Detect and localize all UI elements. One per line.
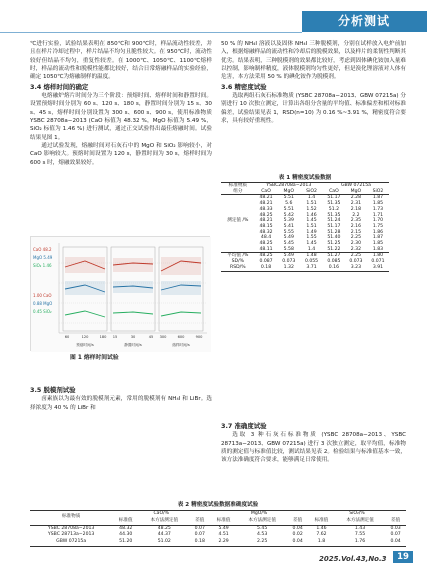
table-cell: 0.04	[292, 525, 303, 531]
table-1-body	[221, 195, 389, 271]
legend-item: SiO₂ 1.46	[33, 263, 52, 268]
table-cell: 48.11	[259, 246, 273, 252]
table-cell: 0.04	[292, 539, 303, 545]
table-row	[30, 539, 406, 546]
legend-item: 0.45 SiO₂	[33, 309, 52, 314]
table-cell: 5.42	[283, 212, 294, 218]
table-header: 标准物质	[228, 183, 248, 188]
table-header: 差值	[390, 517, 401, 523]
table-cell: 51.2	[328, 206, 340, 212]
table-cell: 1.8	[317, 539, 326, 545]
table-cell: 7.55	[354, 532, 366, 538]
table-cell: 0.03	[390, 525, 401, 531]
tick-label: 120	[81, 335, 89, 339]
table-cell: 1.87	[372, 235, 384, 241]
row-label: YSBC 28708a−2013	[47, 525, 95, 531]
tick-label: 45	[148, 335, 154, 339]
table-cell: 7.62	[316, 532, 327, 538]
table-cell: 1.49	[306, 229, 317, 235]
table-header: 标准物质	[61, 514, 81, 520]
table-header: YSBC28708a−2013	[266, 183, 312, 188]
table-2-caption: 表 2 精密度试验数据准确度试验	[177, 502, 259, 508]
table-cell: 1.45	[306, 241, 317, 247]
row-label: 测定值 /%	[227, 218, 249, 224]
heading-3-5: 3.5 脱模剂试验	[30, 386, 76, 394]
table-cell: 0.18	[260, 264, 272, 270]
table-cell: 0.087	[259, 259, 273, 265]
table-cell: 2.32	[350, 246, 362, 252]
table-cell: 5.49	[283, 235, 294, 241]
table-cell: 2.16	[350, 223, 362, 229]
table-cell: 0.07	[390, 532, 401, 538]
heading-3-4: 3.4 熔样时间的确定	[30, 82, 89, 91]
header-rule	[0, 32, 302, 33]
table-header: 差值	[195, 517, 205, 523]
figure-1	[30, 236, 210, 351]
table-cell: 4.53	[257, 532, 268, 538]
table-cell: 1.75	[372, 223, 384, 229]
table-cell: 1.83	[372, 246, 384, 252]
row-label: SD/%	[231, 259, 244, 265]
row-label: 平均值 /%	[227, 253, 249, 259]
right-paragraph-1: 50 % 的 NH₄I 溶液以及固体 NH₄I 三种脱模剂，分别在试样放入电炉前加入，根据熔融样品的流动性和冷却后的脱模效果，以及样片的柔韧性判断其优劣。结果表明，三种脱模剂的效果都比较好，考虑到固体碘化铵加入量难以控制，影响制样精度，液体脱模剂均匀性更好，但是溴化锂溶液对人体有危害，本方法采用 50 % 的碘化铵作为脱模剂。	[221, 41, 406, 81]
table-2	[30, 510, 406, 547]
legend-item: MgO 5.49	[33, 255, 53, 260]
table-cell: 51.02	[157, 539, 171, 545]
table-cell: 1.70	[372, 218, 384, 224]
table-cell: 1.46	[316, 525, 327, 531]
heading-3-7: 3.7 准确度试验	[221, 422, 267, 430]
left-column-bottom	[30, 385, 212, 412]
table-header: GBW 07215a	[340, 183, 371, 188]
table-cell: 0.02	[292, 532, 303, 538]
table-cell: 48.32	[119, 525, 133, 531]
right-column-top	[221, 40, 406, 125]
right-paragraph-2: 选取两组石灰石标准物质 (YSBC 28708a−2013、GBW 07215a) 分别进行 10 次独立测定，计算出各组分含量的平均值、标准偏差和相对标准偏差，试验结果见表 1，RSD(n=10) 为 0.16 %~3.91 %，精密度符合要求，具有较好重现性。	[221, 92, 406, 124]
table-cell: 51.24	[327, 218, 341, 224]
tick-label: 300	[159, 335, 167, 339]
tick-label: 180	[99, 335, 107, 339]
table-cell: 3.91	[372, 264, 384, 270]
table-cell: 0.16	[328, 264, 340, 270]
table-header: SiO₂/%	[349, 511, 365, 516]
table-header: 标准值	[118, 517, 133, 523]
table-cell: 0.073	[349, 259, 363, 265]
table-cell: 51.28	[327, 229, 341, 235]
summary-row	[221, 265, 389, 271]
table-cell: 1.52	[306, 206, 317, 212]
table-cell: 1.71	[372, 212, 384, 218]
figure-1-plot	[31, 237, 211, 352]
table-header: CaO	[329, 188, 339, 194]
table-cell: 1.32	[283, 264, 294, 270]
table-header: MgO	[283, 188, 295, 194]
table-cell: 2.25	[257, 539, 268, 545]
table-cell: 1.46	[306, 212, 317, 218]
table-cell: 5.45	[257, 525, 268, 531]
table-cell: 48.32	[259, 229, 273, 235]
table-header: 差值	[293, 517, 303, 523]
legend-item: CaO 48.2	[33, 247, 52, 252]
table-cell: 0.04	[390, 539, 401, 545]
table-cell: 2.2	[352, 212, 360, 218]
table-cell: 0.085	[327, 259, 341, 265]
row-label: YSBC 28713a−2013	[47, 532, 95, 538]
table-header: MgO	[350, 188, 362, 194]
figure-1-caption: 图 1 熔样时间试验	[70, 355, 119, 361]
table-cell: 1.85	[372, 201, 384, 207]
table-cell: 48.25	[259, 212, 273, 218]
table-header: 组分	[233, 188, 243, 194]
right-paragraph-3: 选取 3 种石灰石标准物质 (YSBC 28708a−2013、YSBC 28713a−2013、GBW 07215a) 进行 3 次独立测定，取平均值，标准物质的测定值与标准值比较，测试结果见表 2。检验结果与标准值基本一致，该方法准确度符合要求，能够满足日常使用。	[221, 432, 406, 464]
table-cell: 51.20	[119, 539, 133, 545]
row-label: GBW 07215a	[56, 539, 87, 545]
table-cell: 0.07	[194, 532, 205, 538]
tick-label: 30	[130, 335, 136, 339]
table-cell: 5.49	[283, 253, 294, 259]
table-cell: 2.25	[350, 235, 362, 241]
table-cell: 48.25	[259, 241, 273, 247]
axis-label-standing: 静置时间/s	[124, 343, 142, 347]
left-paragraph-1: ℃进行实验，试验结果表明在 850℃和 900℃时，样品流动性较差，并且在样片冷却过程中，样片结晶不均匀且脆性较大。在 950℃时，流动性较好但结晶不均匀，重复性较差。在 1000℃、1050℃、1100℃熔样时，样品的流动性和脱模性能都比较好，结合日常熔融样品的实验经验，确定 1050℃为熔融制样的温度。	[30, 41, 212, 81]
tick-label: 15	[112, 335, 118, 339]
left-paragraph-3: 通过试验发现，熔融时间对石灰石中的 MgO 和 SiO₂ 影响较小，对 CaO 影响较大。预熔时间设置为 120 s，静置时间为 30 s，熔样时间为 600 s 时，熔融效果较好。	[30, 142, 212, 166]
table-cell: 1.73	[372, 206, 384, 212]
table-1-caption: 表 1 精密度试验数据	[278, 175, 332, 181]
table-cell: 51.35	[327, 212, 341, 218]
table-cell: 51.17	[327, 223, 341, 229]
table-cell: 51.22	[327, 246, 341, 252]
table-cell: 48.25	[259, 253, 273, 259]
table-header: 本方法测定值	[346, 517, 374, 523]
left-paragraph-4: 卤素族以为最有效的脱模剂元素，常用的脱模剂有 NH₄I 和 LiBr。选择浓度为 40 % 的 LiBr 和	[30, 396, 212, 411]
table-cell: 0.18	[194, 539, 205, 545]
section-title: 分析测试	[338, 14, 391, 28]
table-cell: 48.15	[259, 223, 273, 229]
table-cell: 5.6	[285, 201, 293, 207]
table-cell: 3.23	[350, 264, 362, 270]
table-cell: 2.31	[350, 201, 362, 207]
table-header: CaO	[261, 188, 271, 194]
table-cell: 4.51	[218, 532, 229, 538]
table-cell: 0.055	[304, 259, 319, 265]
table-cell: 5.45	[283, 241, 294, 247]
table-cell: 51.35	[327, 201, 341, 207]
table-cell: 48.21	[259, 195, 273, 201]
table-cell: 1.85	[372, 241, 384, 247]
table-cell: 5.49	[218, 525, 229, 531]
table-cell: 5.41	[283, 223, 294, 229]
table-cell: 5.51	[283, 206, 294, 212]
table-cell: 2.28	[350, 195, 362, 201]
table-cell: 44.30	[119, 532, 133, 538]
table-cell: 5.51	[283, 195, 294, 201]
table-cell: 51.40	[327, 235, 341, 241]
row-label: RSD/%	[230, 264, 246, 270]
table-cell: 48.4	[260, 235, 272, 241]
table-cell: 48.33	[259, 206, 273, 212]
table-cell: 1.76	[354, 539, 366, 545]
table-cell: 44.37	[157, 532, 171, 538]
table-cell: 2.29	[218, 539, 229, 545]
table-cell: 3.71	[306, 264, 317, 270]
tick-label: 600	[177, 335, 185, 339]
table-cell: 1.48	[306, 253, 317, 259]
table-cell: 2.30	[350, 241, 362, 247]
table-header: 标准值	[216, 517, 231, 523]
table-cell: 48.21	[259, 201, 273, 207]
table-cell: 48.25	[157, 525, 171, 531]
table-cell: 5.55	[283, 229, 294, 235]
table-cell: 1.51	[306, 223, 317, 229]
table-header: SiO2	[306, 188, 317, 194]
table-header: CaO/%	[153, 511, 170, 516]
table-cell: 0.07	[194, 525, 205, 531]
table-cell: 1.4	[307, 195, 316, 201]
table-cell: 51.27	[327, 253, 341, 259]
table-header: MgO/%	[250, 511, 268, 516]
table-cell: 1.45	[306, 218, 317, 224]
axis-label-fusion: 熔样时间/s	[172, 343, 190, 347]
table-cell: 1.51	[306, 201, 317, 207]
table-header: 本方法测定值	[150, 517, 179, 523]
table-cell: 51.25	[327, 241, 341, 247]
table-cell: 0.073	[282, 259, 296, 265]
table-header: SiO2	[372, 188, 384, 194]
heading-3-6: 3.6 精密度试验	[221, 82, 267, 91]
tick-label: 60	[64, 335, 70, 339]
table-cell: 5.58	[283, 246, 294, 252]
table-cell: 1.55	[306, 235, 317, 241]
left-column-top	[30, 40, 212, 167]
table-cell: 2.25	[350, 253, 362, 259]
axis-label-prefuse: 预熔时间/s	[76, 343, 94, 347]
table-cell: 1.4	[307, 246, 316, 252]
table-cell: 2.15	[350, 229, 362, 235]
issue-folio: 2025.Vol.43,No.3	[319, 555, 387, 563]
table-header: 本方法测定值	[248, 517, 276, 523]
table-cell: 48.21	[259, 218, 273, 224]
right-column-bottom	[221, 421, 406, 465]
table-cell: 1.87	[372, 195, 384, 201]
table-1	[221, 182, 389, 272]
table-cell: 5.39	[283, 218, 294, 224]
page-number: 19	[393, 551, 413, 563]
table-cell: 2.18	[350, 206, 362, 212]
left-paragraph-2: 电熔融炉熔片时间分为三个阶段：预熔时间、熔样时间和静置时间。设置预熔时间分别为 60 s、120 s、180 s，静置时间分别为 15 s、30 s、45 s，熔样时间分别设置为 300 s、600 s、900 s，使用标准物质 YSBC 28708a−2013 (CaO 标值为 48.32 %，MgO 标值为 5.49 %，SiO₂ 标值为 1.46 %) 进行测试，通过正交试验得出最佳熔融时间。试验结果见图 1。	[30, 92, 212, 141]
table-cell: 51.17	[327, 195, 341, 201]
table-cell: 1.80	[372, 253, 384, 259]
legend-item: 1.00 CaO	[33, 293, 52, 298]
table-cell: 1.43	[354, 525, 366, 531]
table-2-body	[30, 525, 406, 546]
table-cell: 1.86	[372, 229, 384, 235]
table-cell: 2.35	[350, 218, 362, 224]
table-header: 标准值	[314, 517, 329, 523]
legend-item: 0.88 MgO	[33, 301, 53, 306]
table-cell: 0.071	[371, 259, 385, 265]
tick-label: 900	[195, 335, 203, 339]
